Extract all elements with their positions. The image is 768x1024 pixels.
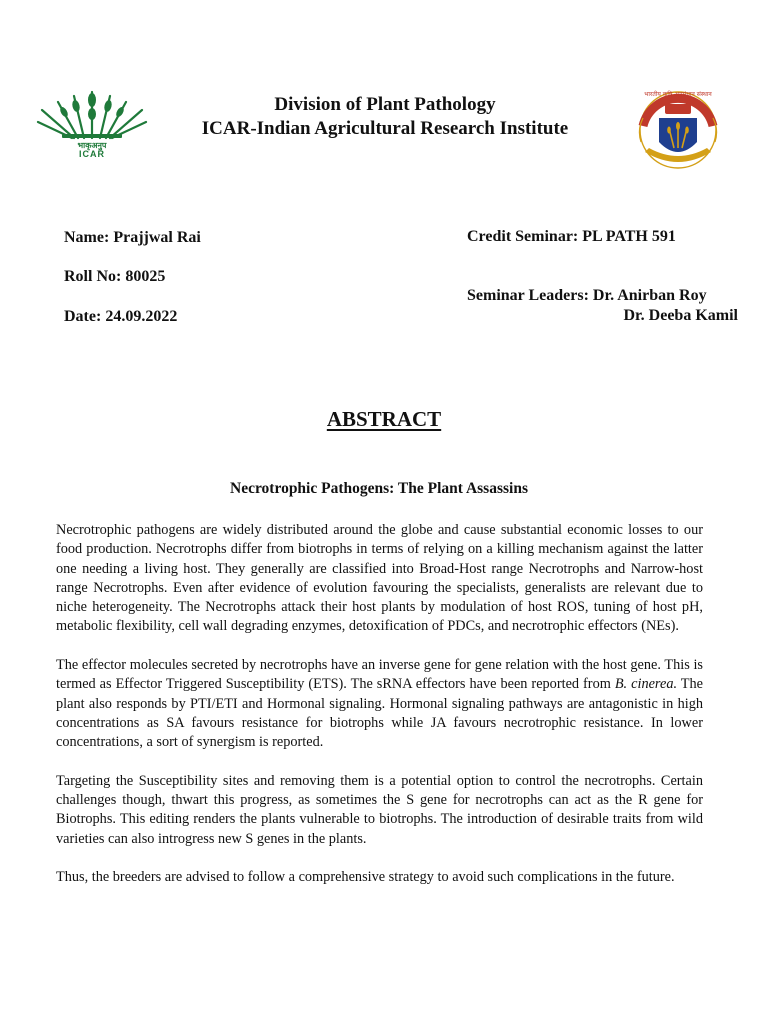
- icar-logo-text: ICAR: [79, 149, 105, 158]
- abstract-title: Necrotrophic Pathogens: The Plant Assassins: [230, 480, 528, 497]
- institute-title: ICAR-Indian Agricultural Research Institute: [201, 118, 569, 139]
- paragraph-2: [56, 656, 703, 752]
- credit-seminar: Credit Seminar: PL PATH 591: [467, 228, 676, 245]
- document-header: [150, 93, 620, 141]
- abstract-body: [56, 521, 703, 907]
- roll-number: Roll No: 80025: [64, 268, 166, 285]
- seminar-leader-2: Dr. Deeba Kamil: [623, 307, 738, 324]
- paragraph-1: Necrotrophic pathogens are widely distributed around the globe and cause substantial economic losses to our food production. Necrotrophs differ from biotrophs in terms of relying on a killing mechanism against the latter one needing a living host. They generally are classified into Broad-Host range Necrotrophs and Narrow-host range Necrotrophs. Even after evidence of evolution favouring the specialists, generalists are relevant due to niche heterogeneity. The Necrotrophs attack their host plants by modulation of host ROS, tuning of host pH, metabolic flexibility, cell wall degrading enzymes, detoxification of PDCs, and necrotrophic effectors (NEs).: [56, 522, 703, 635]
- paragraph-2-part-1: The effector molecules secreted by necrotrophs have an inverse gene for gene relation with the host gene. This is termed as Effector Triggered Susceptibility (ETS). The sRNA effectors have been reported from: [56, 657, 703, 693]
- iari-emblem-hindi: भारतीय कृषि अनुसंधान संस्थान: [644, 91, 712, 98]
- abstract-heading: ABSTRACT: [326, 407, 442, 431]
- species-name: B. cinerea.: [614, 676, 678, 693]
- seminar-date: Date: 24.09.2022: [64, 308, 178, 325]
- paragraph-2-part-2: The plant also responds by PTI/ETI and Hormonal signaling. Hormonal signaling pathways are antagonistic in high concentrations as SA favours resistance for biotrophs while JA favours necrotrophic resistance. In lower concentrations, a sort of synergism is reported.: [56, 676, 704, 751]
- paragraph-3: Targeting the Susceptibility sites and removing them is a potential option to control the necrotrophs. Certain challenges though, thwart this progress, as sometimes the S gene for necrotrophs can act as the R gene for Biotrophs. This editing renders the plants vulnerable to biotrophs. The introduction of desirable traits from wild varieties can also introgress new S genes in the plants.: [56, 772, 703, 847]
- icar-logo-hindi: भाकृअनुप: [77, 141, 107, 150]
- icar-logo: [34, 86, 150, 158]
- paragraph-4: Thus, the breeders are advised to follow a comprehensive strategy to avoid such complications in the future.: [56, 869, 675, 886]
- seminar-leaders: Seminar Leaders: Dr. Anirban Roy: [467, 287, 707, 304]
- iari-emblem-icon: [621, 86, 735, 170]
- icar-logo-icon: [34, 86, 150, 158]
- student-name: Name: Prajjwal Rai: [64, 229, 201, 246]
- iari-emblem: [621, 86, 735, 170]
- division-title: Division of Plant Pathology: [274, 94, 496, 115]
